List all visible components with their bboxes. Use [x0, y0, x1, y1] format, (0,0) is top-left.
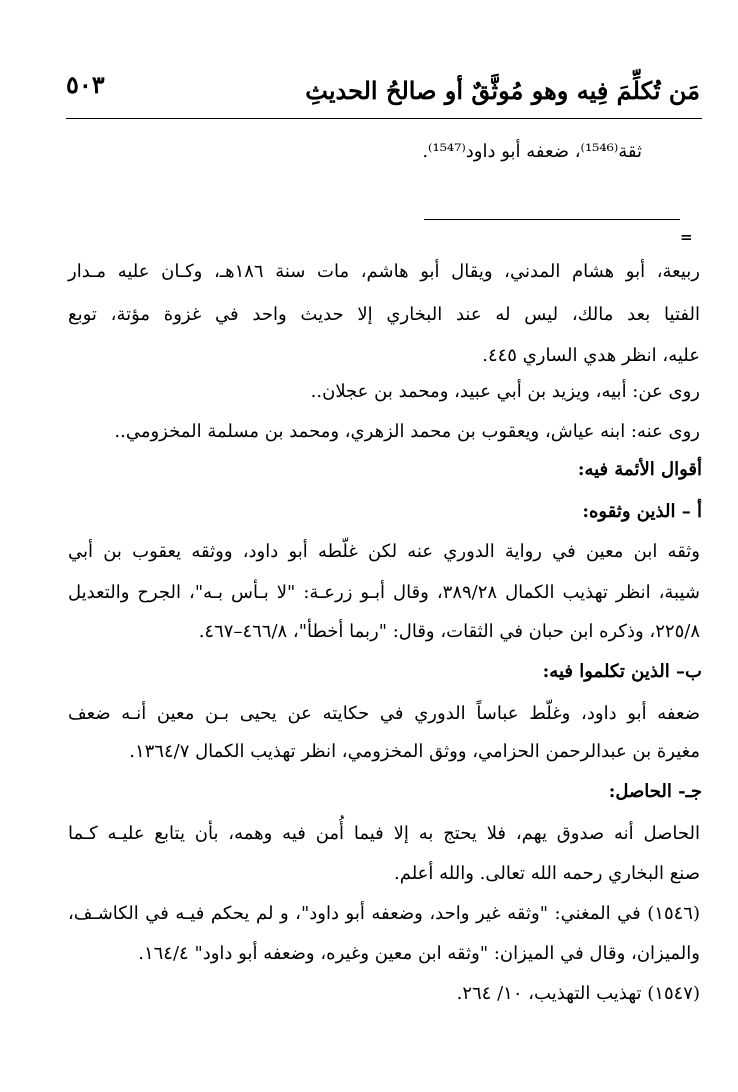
body-line: الحاصل أنه صدوق يهم، فلا يحتج به إلا فيما أُمن فيه وهمه، بأن يتابع عليـه كـما	[68, 823, 700, 844]
running-title: مَن تُكلِّمَ فِيه وهو مُوثَّقٌ أو صالحُ الحديثِ	[305, 76, 700, 105]
page-number: ٥٠٣	[66, 70, 105, 99]
body-line: الفتيا بعد مالك، ليس له عند البخاري إلا حديث واحد في غزوة مؤتة، توبع	[68, 304, 700, 325]
body-line: مغيرة بن عبدالرحمن الحزامي، ووثق المخزومي، انظر تهذيب الكمال ١٣٦٤/٧.	[129, 741, 700, 762]
subsection-heading: أ – الذين وثقوه:	[582, 501, 702, 522]
section-heading: أقوال الأئمة فيه:	[577, 459, 702, 480]
body-line: شيبة، انظر تهذيب الكمال ٣٨٩/٢٨، وقال أبـو زرعـة: "لا بـأس بـه"، الجرح والتعديل	[68, 582, 701, 603]
body-line: ٢٢٥/٨، وذكره ابن حبان في الثقات، وقال: "ربما أخطأ"، ٤٦٦/٨–٤٦٧.	[198, 621, 700, 642]
body-line: عليه، انظر هدي الساري ٤٤٥.	[482, 345, 700, 366]
intro-line: ثقة⁽¹⁵⁴⁶⁾، ضعفه أبو داود⁽¹⁵⁴⁷⁾.	[422, 141, 642, 162]
footnote-line: (١٥٤٦) في المغني: "وثقه غير واحد، وضعفه أبو داود"، و لم يحكم فيـه في الكاشـف،	[68, 903, 700, 924]
subsection-heading: ب– الذين تكلموا فيه:	[542, 661, 702, 682]
body-line: ضعفه أبو داود، وغلّط عباساً الدوري في حكايته عن يحيى بـن معين أنـه ضعف	[68, 703, 700, 724]
footnote-divider	[424, 219, 680, 220]
body-line: ربيعة، أبو هشام المدني، ويقال أبو هاشم، مات سنة ١٨٦هـ، وكـان عليه مـدار	[68, 261, 700, 282]
continuation-mark: =	[680, 228, 693, 246]
body-line: صنع البخاري رحمه الله تعالى. والله أعلم.	[394, 863, 700, 884]
body-line: روى عنه: ابنه عياش، ويعقوب بن محمد الزهري، ومحمد بن مسلمة المخزومي..	[114, 421, 700, 442]
body-line: روى عن: أبيه، ويزيد بن أبي عبيد، ومحمد بن عجلان..	[310, 381, 700, 402]
footnote-line: والميزان، وقال في الميزان: "وثقه ابن معين وغيره، وضعفه أبو داود" ١٦٤/٤.	[138, 943, 700, 964]
header-divider	[66, 118, 702, 119]
footnote-line: (١٥٤٧) تهذيب التهذيب، ١٠/ ٢٦٤.	[456, 983, 700, 1004]
subsection-heading: جـ- الحاصل:	[608, 781, 702, 802]
body-line: وثقه ابن معين في رواية الدوري عنه لكن غلّطه أبو داود، ووثقه يعقوب بن أبي	[68, 541, 700, 562]
